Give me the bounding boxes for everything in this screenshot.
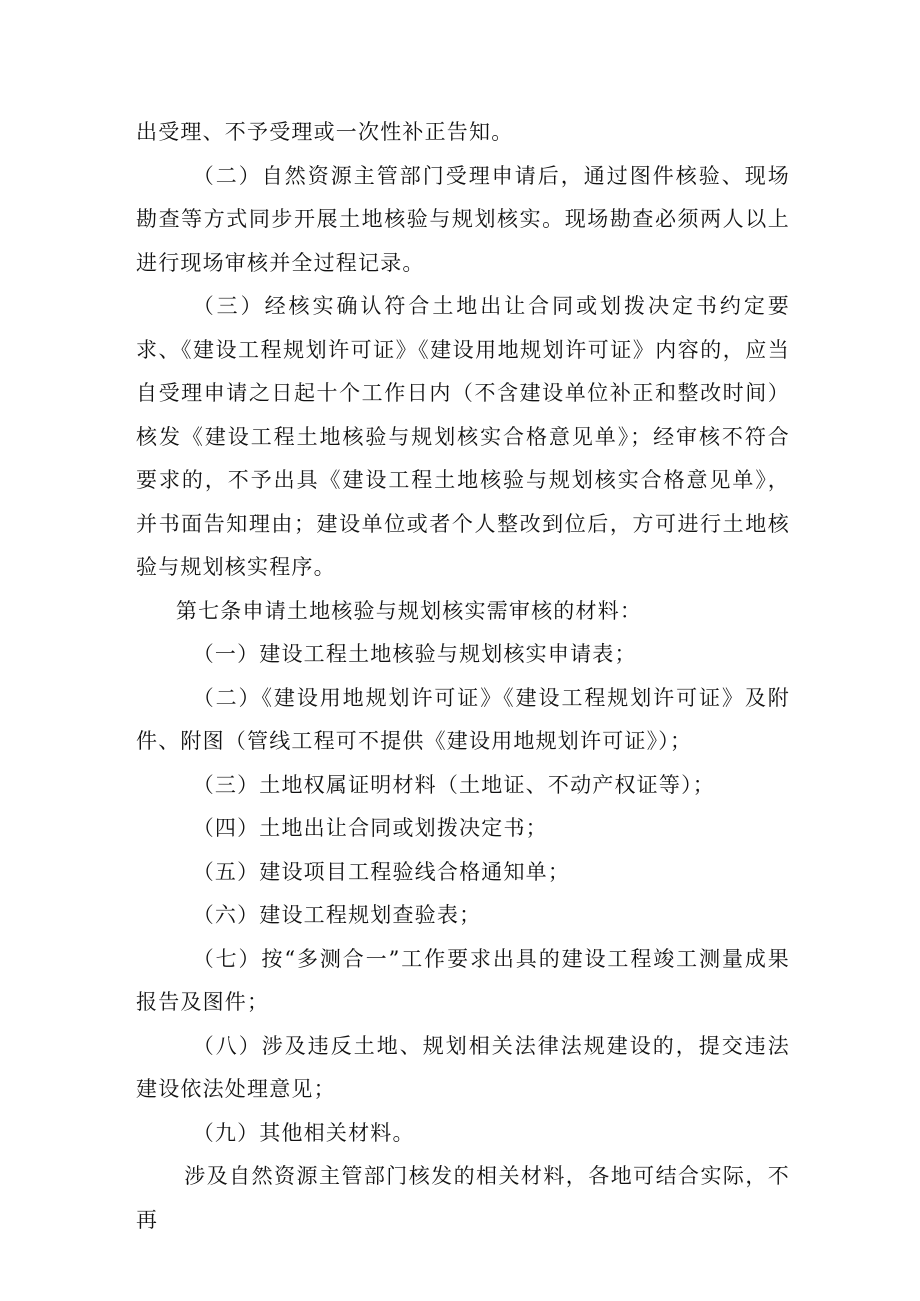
- list-item: （七）按“多测合一”工作要求出具的建设工程竣工测量成果报告及图件；: [136, 946, 790, 1014]
- list-item: （四）土地出让合同或划拨决定书；: [192, 816, 548, 840]
- list-item: （五）建设项目工程验线合格通知单；: [192, 859, 571, 884]
- list-item: （六）建设工程规划查验表；: [192, 903, 482, 927]
- list-item: （九）其他相关材料。: [192, 1120, 415, 1145]
- paragraph-closing: 涉及自然资源主管部门核发的相关材料，各地可结合实际，不再: [136, 1164, 790, 1232]
- paragraph-item-3-approval: （三）经核实确认符合土地出让合同或划拨决定书约定要求、《建设工程规划许可证》《建设用地规划许可证》内容的，应当自受理申请之日起十个工作日内（不含建设单位补正和整改时间）核发《建设工程土地核验与规划核实合格意见单》；经审核不符合要求的，不予出具《建设工程土地核验与规划核实合格意见单》，并书面告知理由；建设单位或者个人整改到位后，方可进行土地核验与规划核实程序。: [136, 294, 790, 579]
- paragraph-continuation: 出受理、不予受理或一次性补正告知。: [136, 120, 514, 144]
- article-7-heading: 第七条申请土地核验与规划核实需审核的材料：: [175, 598, 643, 623]
- list-item: （三）土地权属证明材料（土地证、不动产权证等）；: [192, 772, 715, 797]
- paragraph-item-2-review: （二）自然资源主管部门受理申请后，通过图件核验、现场勘查等方式同步开展土地核验与规划核实。现场勘查必须两人以上进行现场审核并全过程记录。: [136, 163, 790, 275]
- list-item: （八）涉及违反土地、规划相关法律法规建设的，提交违法建设依法处理意见；: [136, 1033, 790, 1101]
- list-item: （一）建设工程土地核验与规划核实申请表；: [192, 642, 637, 666]
- document-body: [136, 111, 790, 1242]
- list-item: （二）《建设用地规划许可证》《建设工程规划许可证》及附件、附图（管线工程可不提供《建设用地规划许可证》）；: [136, 685, 790, 753]
